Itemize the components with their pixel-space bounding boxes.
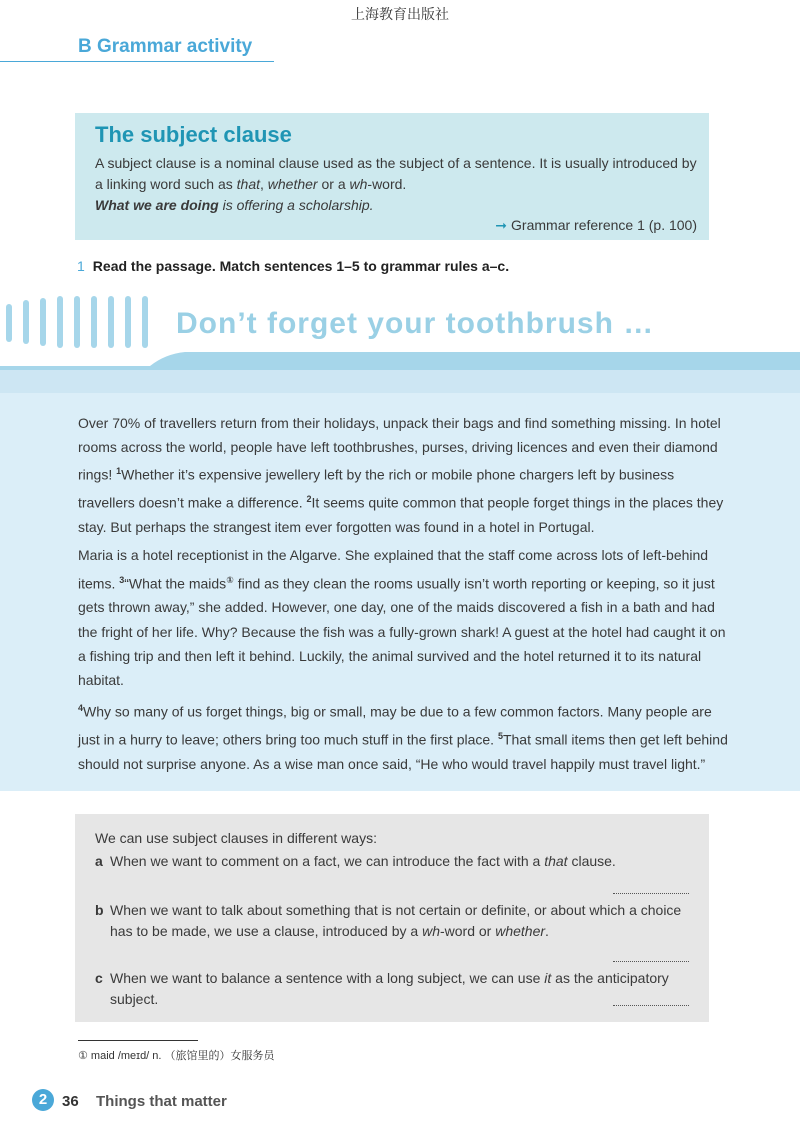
desc-line-2: by a linking word such as (95, 155, 697, 192)
desc-that: that (236, 176, 260, 192)
example-rest: is offering a scholarship. (218, 197, 374, 213)
desc-line-1: A subject clause is a nominal clause used as the subject of a sentence. It is usually introduced (95, 155, 678, 171)
answer-blank-c[interactable] (613, 1005, 689, 1006)
desc-word: -word. (367, 176, 407, 192)
rule-b (95, 900, 695, 942)
rule-b-part-3: . (545, 923, 549, 939)
grammar-box (75, 113, 709, 240)
rule-letter: a (95, 853, 103, 869)
instruction (77, 258, 509, 274)
rule-b-wh: wh (422, 923, 440, 939)
footnote-divider (78, 1040, 198, 1041)
instruction-number: 1 (77, 258, 85, 274)
rule-a-part-2: clause. (567, 853, 616, 869)
answer-blank-b[interactable] (613, 961, 689, 962)
p2-part-c: find as they clean the rooms usually isn’t worth reporting or keeping, so it just gets thrown away,” she added. However, one day, one of the maids discovered a fish in a bath and had the fright of her life. Why? Because the fish was a fully-grown shark! A guest at the hotel had caught it on a fishing trip and then left it behind. Luckily, the animal survived and the hotel returned it to its natural habitat. (78, 575, 726, 688)
p3-part-b: That small items then get left behind should not surprise anyone. As a wise man once said, “He who would travel happily must travel light.” (78, 731, 728, 772)
rule-a-that: that (544, 853, 568, 869)
desc-wh: wh (349, 176, 368, 192)
rule-a (95, 851, 695, 872)
p1-part-a: Over 70% of travellers return from their holidays, unpack their bags and find something missing. In hotel rooms across the world, people have left toothbrushes, purses, driving licences and even their diamond rings! (78, 415, 721, 484)
arrow-right-icon: ➞ (495, 217, 508, 233)
rule-b-part-2: -word or (440, 923, 496, 939)
paragraph-2 (78, 543, 728, 692)
p1-part-b: Whether it’s expensive jewellery left by the rich or mobile phone chargers left by business travellers doesn’t make a difference. (78, 467, 675, 511)
unit-badge: 2 (32, 1089, 54, 1111)
sentence-marker: 4 (78, 703, 84, 714)
example-subject: What we are doing (95, 197, 219, 213)
rule-c-text (95, 968, 695, 1010)
desc-whether: whether (267, 176, 318, 192)
p2-part-b: “What the maids (124, 575, 227, 592)
desc-or: or a (317, 176, 350, 192)
rule-a-part-1: When we want to comment on a fact, we can introduce the fact with a (110, 853, 545, 869)
grammar-box-title: The subject clause (95, 122, 292, 147)
grammar-reference-link[interactable] (495, 217, 697, 234)
sentence-marker: 2 (306, 494, 312, 505)
passage-text (78, 411, 728, 780)
answer-blank-a[interactable] (613, 893, 689, 894)
rules-box (75, 814, 709, 1022)
paragraph-3 (78, 696, 728, 776)
rule-c-part-1: When we want to balance a sentence with a long subject, we can use (110, 970, 545, 986)
rule-b-whether: whether (495, 923, 546, 939)
grammar-box-description (95, 153, 705, 195)
sentence-marker: 3 (119, 574, 125, 585)
p3-part-a: Why so many of us forget things, big or small, may be due to a few common factors. Many people are just in a hurry to leave; others bring too much stuff in the first place. (78, 703, 712, 748)
rules-intro: We can use subject clauses in different ways: (95, 830, 377, 846)
section-title: B Grammar activity (78, 36, 253, 57)
grammar-reference-text: Grammar reference 1 (p. 100) (511, 217, 697, 233)
rule-b-text (95, 900, 695, 942)
publisher-header: 上海教育出版社 (351, 7, 449, 23)
paragraph-1 (78, 411, 728, 539)
p2-part-a: Maria is a hotel receptionist in the Algarve. She explained that the staff come across lots of left-behind items. (78, 547, 709, 592)
toothbrush-handle-decoration (0, 346, 800, 396)
rule-c-part-2: as the anticipatory subject. (110, 970, 669, 1007)
p1-part-c: It seems quite common that people forget things in the places they stay. But perhaps the strangest item ever forgotten was found in a hotel in Portugal. (78, 494, 724, 536)
toothbrush-bristles-icon (6, 296, 156, 350)
rule-letter: c (95, 970, 103, 986)
passage-title: Don’t forget your toothbrush … (176, 307, 655, 340)
desc-comma: , (260, 176, 268, 192)
sentence-marker: 5 (497, 731, 503, 742)
rule-c (95, 968, 695, 1010)
rule-letter: b (95, 902, 104, 918)
sentence-marker: 1 (116, 466, 122, 477)
instruction-text: Read the passage. Match sentences 1–5 to grammar rules a–c. (92, 258, 510, 274)
footnote: ① maid /meɪd/ n. （旅馆里的）女服务员 (78, 1050, 275, 1062)
page-number: 36 (62, 1093, 79, 1110)
grammar-box-example (95, 197, 374, 213)
footnote-marker: ① (226, 574, 234, 585)
rule-a-text (95, 851, 695, 872)
section-underline (0, 61, 274, 62)
rule-b-part-1: When we want to talk about something that is not certain or definite, or about which a choice has to be made, we use a clause, introduced by a (110, 902, 682, 939)
unit-title: Things that matter (96, 1093, 227, 1110)
rule-c-it: it (544, 970, 552, 986)
